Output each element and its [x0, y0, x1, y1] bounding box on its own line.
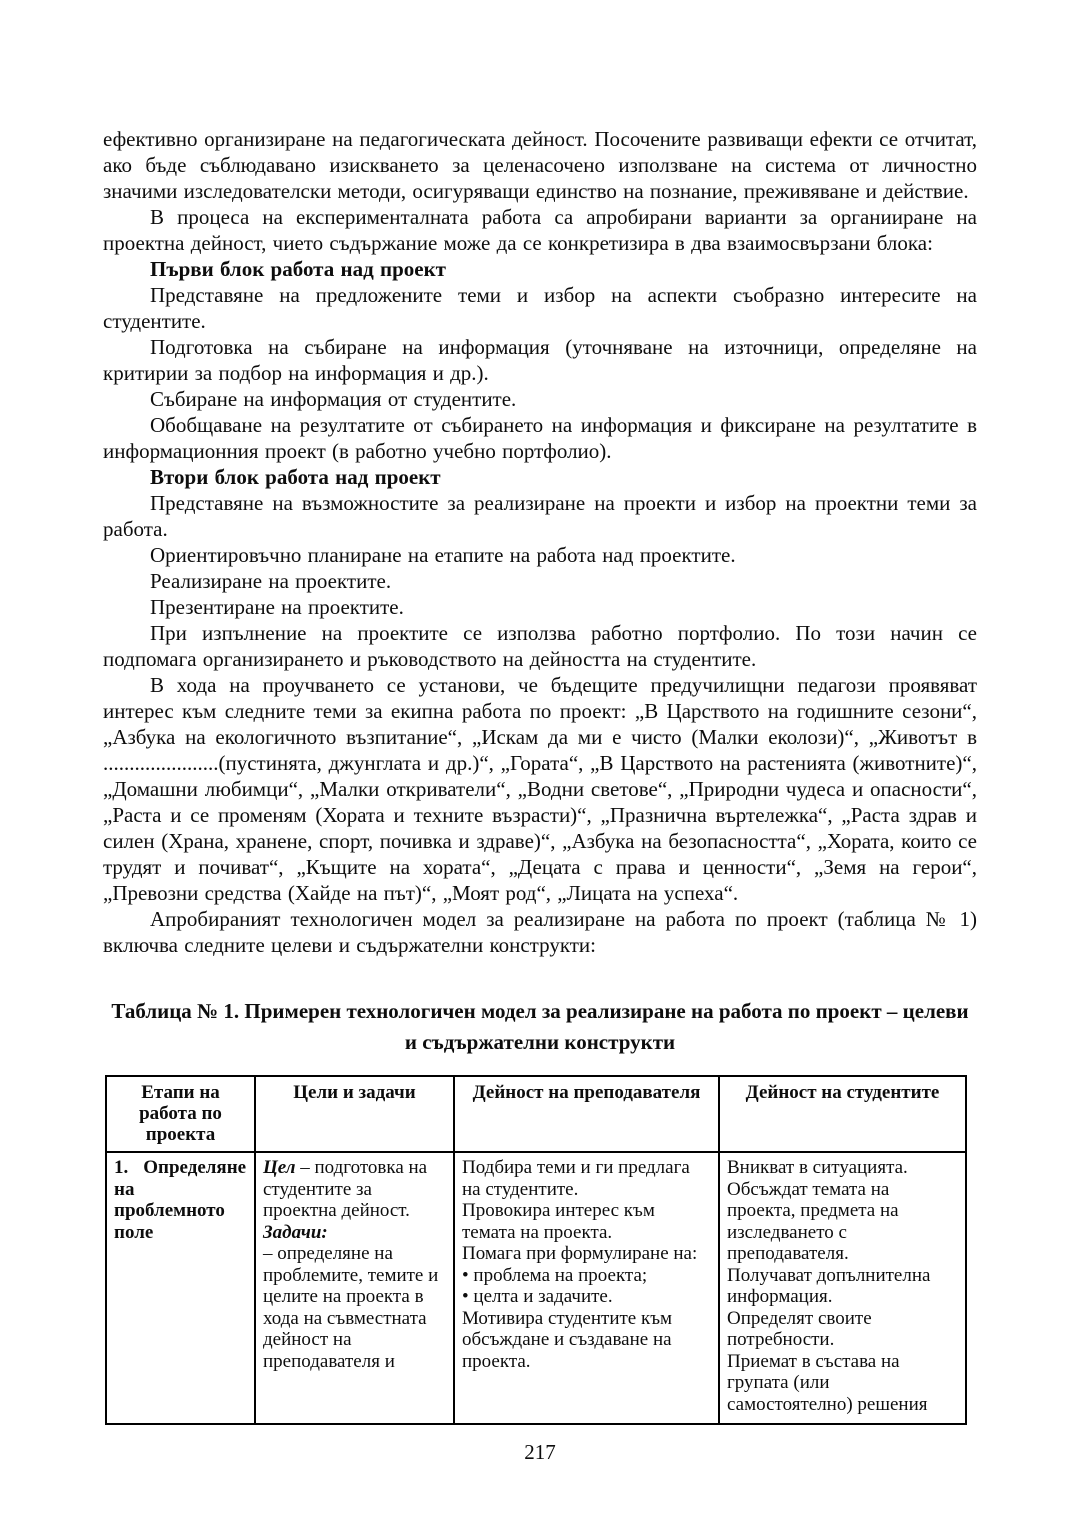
student-line: Вникват в ситуацията.: [727, 1157, 908, 1178]
goal-line: [263, 1157, 446, 1222]
paragraph: Презентиране на проектите.: [150, 595, 404, 619]
teacher-line: Мотивира студентите към обсъждане и създаване на проекта.: [462, 1307, 673, 1372]
teacher-line: • целта и задачите.: [462, 1286, 613, 1307]
paragraph: Събиране на информация от студентите.: [150, 387, 517, 411]
cell-stage: [106, 1152, 255, 1424]
paragraph: Подготовка на събиране на информация (уточняване на източници, определяне на критирии за подбор на информация и др.).: [103, 335, 977, 385]
tasks-label: Задачи:: [263, 1221, 328, 1243]
student-line: Получават допълнителна информация.: [727, 1264, 931, 1307]
paragraph: В хода на проучването се установи, че бъдещите предучилищни педагози проявяват интерес към следните теми за екипна работа по проект: „В Царството на годишните сезони“, „Азбука на екологичното възпитание“, „Искам да ми е чисто (Малки еколози)“, „Животът в ......................(пустинята, джунглата и др.)“, „Гората“, „В Царството на растенията (животните)“, „Домашни любимци“, „Малки откриватели“, „Водни светове“, „Природни чудеса и опасности“, „Раста и се променям (Хората и техните възрасти)“, „Празнична въртележка“, „Раста здрав и силен (Храна, хранене, спорт, почивка и здраве)“, „Азбука на безопасността“, „Хората, които се трудят и почиват“, „Къщите на хората“, „Децата с права и ценности“, „Земя на герои“, „Превозни средства (Хайде на път)“, „Моят род“, „Лицата на успеха“.: [103, 673, 977, 905]
stage-title: Определяне на проблемното поле: [114, 1157, 247, 1243]
goal-text: – подготовка на студентите за проектна дейност.: [263, 1157, 428, 1221]
paragraph: В процеса на експерименталната работа са апробирани варианти за органииране на проектна дейност, чието съдържание може да се конкретизира в два взаимосвързани блока:: [103, 205, 977, 255]
teacher-line: Провокира интерес към темата на проекта.: [462, 1200, 655, 1243]
block-heading-first: Първи блок работа над проект: [150, 257, 446, 281]
header-goals: Цели и задачи: [255, 1076, 454, 1152]
student-line: Определят своите потребности.: [727, 1307, 872, 1350]
paragraph: Представяне на предложените теми и избор на аспекти съобразно интересите на студентите.: [103, 283, 977, 333]
table-header: [106, 1076, 966, 1152]
cell-goals: [255, 1152, 454, 1424]
paragraph: Реализиране на проектите.: [150, 569, 392, 593]
teacher-line: • проблема на проекта;: [462, 1264, 648, 1286]
goal-label: Цел: [263, 1157, 296, 1178]
table-caption: Таблица № 1. Примерен технологичен модел за реализиране на работа по проект – целеви и съдържателни конструкти: [111, 999, 969, 1054]
header-teacher-activity: Дейност на преподавателя: [454, 1076, 719, 1152]
body-text: [103, 126, 977, 958]
teacher-line: Подбира теми и ги предлага на студентите.: [462, 1157, 690, 1200]
student-line: Обсъждат темата на проекта, предмета на изследването с преподавателя.: [727, 1178, 899, 1264]
paragraph: Апробираният технологичен модел за реализиране на работа по проект (таблица № 1) включва следните целеви и съдържателни конструкти:: [103, 907, 977, 957]
paragraph: Обобщаване на резултатите от събирането на информация и фиксиране на резултатите в информационния проект (в работно учебно портфолио).: [103, 413, 977, 463]
table-1: [105, 1075, 967, 1425]
header-stages: Етапи на работа по проекта: [106, 1076, 255, 1152]
paragraph: ефективно организиране на педагогическата дейност. Посочените развиващи ефекти се отчитат, ако бъде съблюдавано изискването за целенасочено използване на система от личностно значими изследователски методи, осигуряващи единство на познание, преживяване и действие.: [103, 127, 977, 203]
teacher-line: Помага при формулиране на:: [462, 1243, 698, 1264]
stage-number: 1.: [114, 1157, 129, 1178]
page-number: 217: [524, 1440, 556, 1464]
paragraph: При изпълнение на проектите се използва работно портфолио. По този начин се подпомага организирането и ръководството на дейността на студентите.: [103, 621, 977, 671]
paragraph: Представяне на възможностите за реализиране на проекти и избор на проектни теми за работа.: [103, 491, 977, 541]
cell-teacher-activity: [454, 1152, 719, 1424]
header-student-activity: Дейност на студентите: [719, 1076, 966, 1152]
table-row: [106, 1152, 966, 1424]
cell-student-activity: [719, 1152, 966, 1424]
block-heading-second: Втори блок работа над проект: [150, 465, 441, 489]
paragraph: Ориентировъчно планиране на етапите на работа над проектите.: [150, 543, 736, 567]
tasks-text: – определяне на проблемите, темите и целите на проекта в хода на съвместната дейност на преподавателя и: [263, 1243, 439, 1372]
student-line: Приемат в състава на групата (или самостоятелно) решения: [727, 1350, 928, 1415]
